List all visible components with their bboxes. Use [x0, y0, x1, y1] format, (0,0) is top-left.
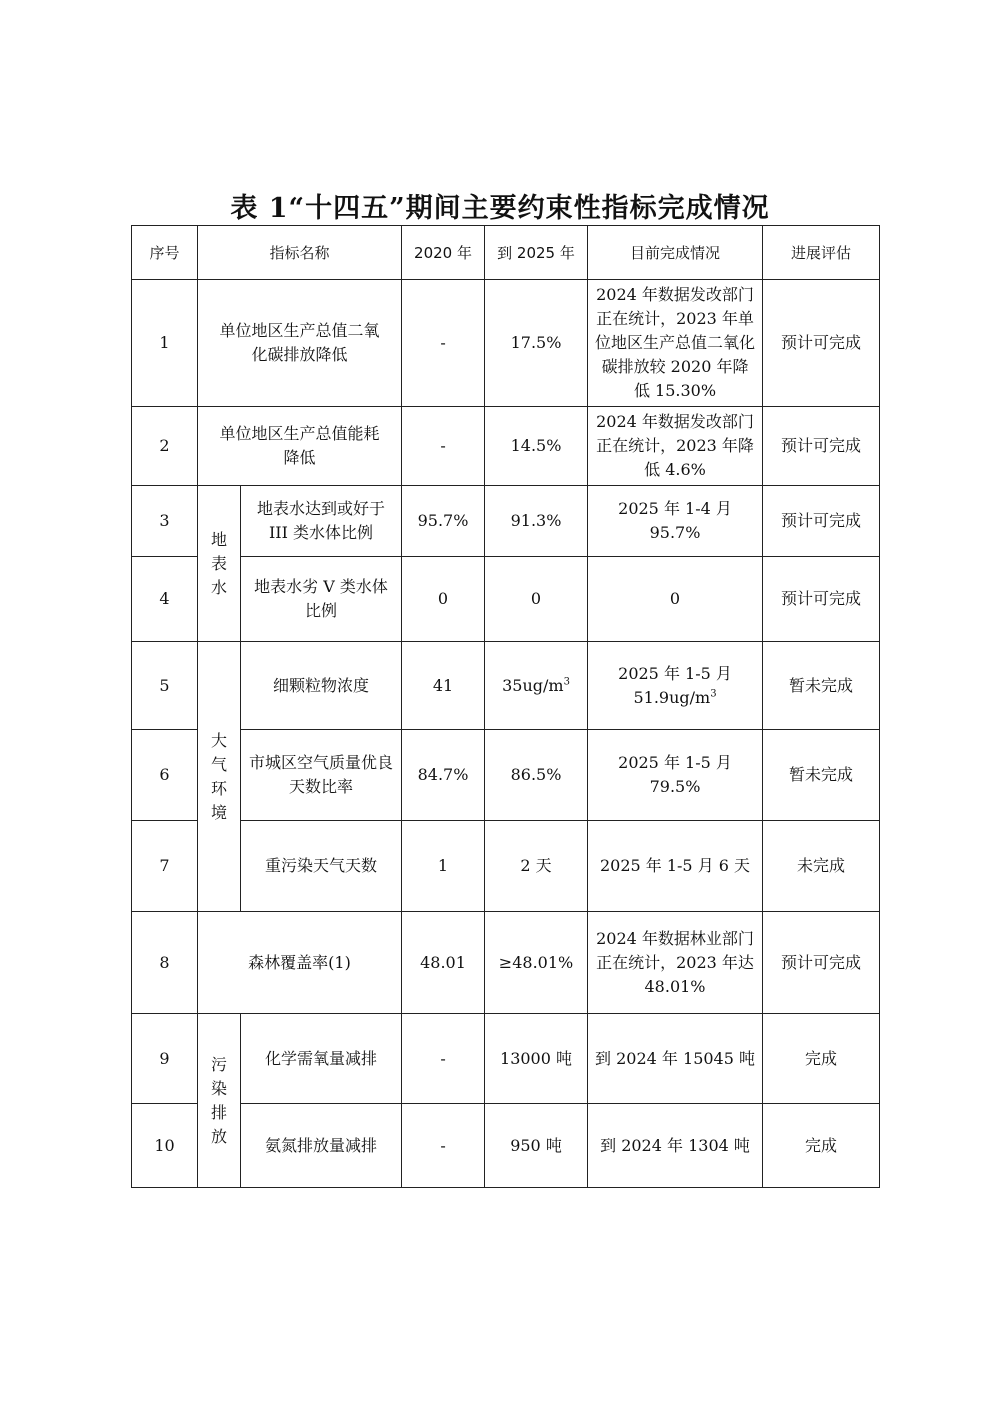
row-2025: 17.5% [485, 280, 588, 407]
row-name: 地表水达到或好于 III 类水体比例 [241, 486, 402, 557]
row-status: 到 2024 年 15045 吨 [588, 1014, 763, 1104]
row-2020: 48.01 [402, 912, 485, 1014]
row-no: 3 [132, 486, 198, 557]
table-row [132, 912, 880, 1014]
row-2020: 95.7% [402, 486, 485, 557]
table-row [132, 1014, 880, 1104]
row-2025: 0 [485, 557, 588, 642]
row-2025: 91.3% [485, 486, 588, 557]
row-status: 2025 年 1-4 月 95.7% [588, 486, 763, 557]
header-2025: 到 2025 年 [485, 226, 588, 280]
row-status: 0 [588, 557, 763, 642]
row-eval: 预计可完成 [763, 486, 880, 557]
row-2020: 1 [402, 821, 485, 912]
row-eval: 预计可完成 [763, 280, 880, 407]
row-2025: ≥48.01% [485, 912, 588, 1014]
row-eval: 预计可完成 [763, 912, 880, 1014]
row-status: 2024 年数据林业部门正在统计，2023 年达 48.01% [588, 912, 763, 1014]
row-no: 2 [132, 407, 198, 486]
header-status: 目前完成情况 [588, 226, 763, 280]
row-2025: 13000 吨 [485, 1014, 588, 1104]
header-row [132, 226, 880, 280]
table-row [132, 642, 880, 730]
header-name: 指标名称 [198, 226, 402, 280]
row-2025: $35ug/m^3$ [485, 642, 588, 730]
row-2025: 2 天 [485, 821, 588, 912]
row-name: 细颗粒物浓度 [241, 642, 402, 730]
row-name: 化学需氧量减排 [241, 1014, 402, 1104]
row-name: 氨氮排放量减排 [241, 1104, 402, 1188]
row-2020: - [402, 407, 485, 486]
row-status: 2025 年 1-5 月 6 天 [588, 821, 763, 912]
row-eval: 预计可完成 [763, 407, 880, 486]
row-2020: 84.7% [402, 730, 485, 821]
row-no: 9 [132, 1014, 198, 1104]
group-pollutant-emission: 污 染 排 放 [198, 1014, 241, 1188]
table-row [132, 557, 880, 642]
row-name: 地表水劣 V 类水体比例 [241, 557, 402, 642]
row-2025: 950 吨 [485, 1104, 588, 1188]
row-eval: 完成 [763, 1104, 880, 1188]
header-eval: 进展评估 [763, 226, 880, 280]
row-name: 重污染天气天数 [241, 821, 402, 912]
table-row [132, 821, 880, 912]
table-row [132, 407, 880, 486]
row-status: 2024 年数据发改部门正在统计，2023 年降低 4.6% [588, 407, 763, 486]
header-2020: 2020 年 [402, 226, 485, 280]
row-no: 6 [132, 730, 198, 821]
row-eval: 暂未完成 [763, 642, 880, 730]
row-2020: - [402, 1104, 485, 1188]
row-name: 单位地区生产总值二氧化碳排放降低 [198, 280, 402, 407]
row-status: 2024 年数据发改部门正在统计，2023 年单位地区生产总值二氧化碳排放较 2020 年降低 15.30% [588, 280, 763, 407]
row-no: 1 [132, 280, 198, 407]
table-title: 表 1“十四五”期间主要约束性指标完成情况 [230, 193, 770, 224]
row-name: 单位地区生产总值能耗降低 [198, 407, 402, 486]
table-row [132, 280, 880, 407]
row-no: 7 [132, 821, 198, 912]
row-status: 到 2024 年 1304 吨 [588, 1104, 763, 1188]
row-status: 2025 年 1-5 月 79.5% [588, 730, 763, 821]
row-eval: 未完成 [763, 821, 880, 912]
row-2020: 0 [402, 557, 485, 642]
table-row [132, 1104, 880, 1188]
table-row [132, 486, 880, 557]
row-no: 5 [132, 642, 198, 730]
group-atmosphere: 大 气 环 境 [198, 642, 241, 912]
row-no: 4 [132, 557, 198, 642]
row-2020: 41 [402, 642, 485, 730]
row-2020: - [402, 280, 485, 407]
row-2025: 86.5% [485, 730, 588, 821]
row-name: 森林覆盖率(1) [198, 912, 402, 1014]
row-2020: - [402, 1014, 485, 1104]
table-row [132, 730, 880, 821]
header-no: 序号 [132, 226, 198, 280]
row-eval: 暂未完成 [763, 730, 880, 821]
indicator-table [131, 225, 880, 1188]
row-no: 10 [132, 1104, 198, 1188]
row-2025: 14.5% [485, 407, 588, 486]
row-no: 8 [132, 912, 198, 1014]
row-status: 2025 年 1-5 月 $51.9ug/m^3$ [588, 642, 763, 730]
row-eval: 完成 [763, 1014, 880, 1104]
row-name: 市城区空气质量优良天数比率 [241, 730, 402, 821]
group-surface-water: 地 表 水 [198, 486, 241, 642]
row-eval: 预计可完成 [763, 557, 880, 642]
